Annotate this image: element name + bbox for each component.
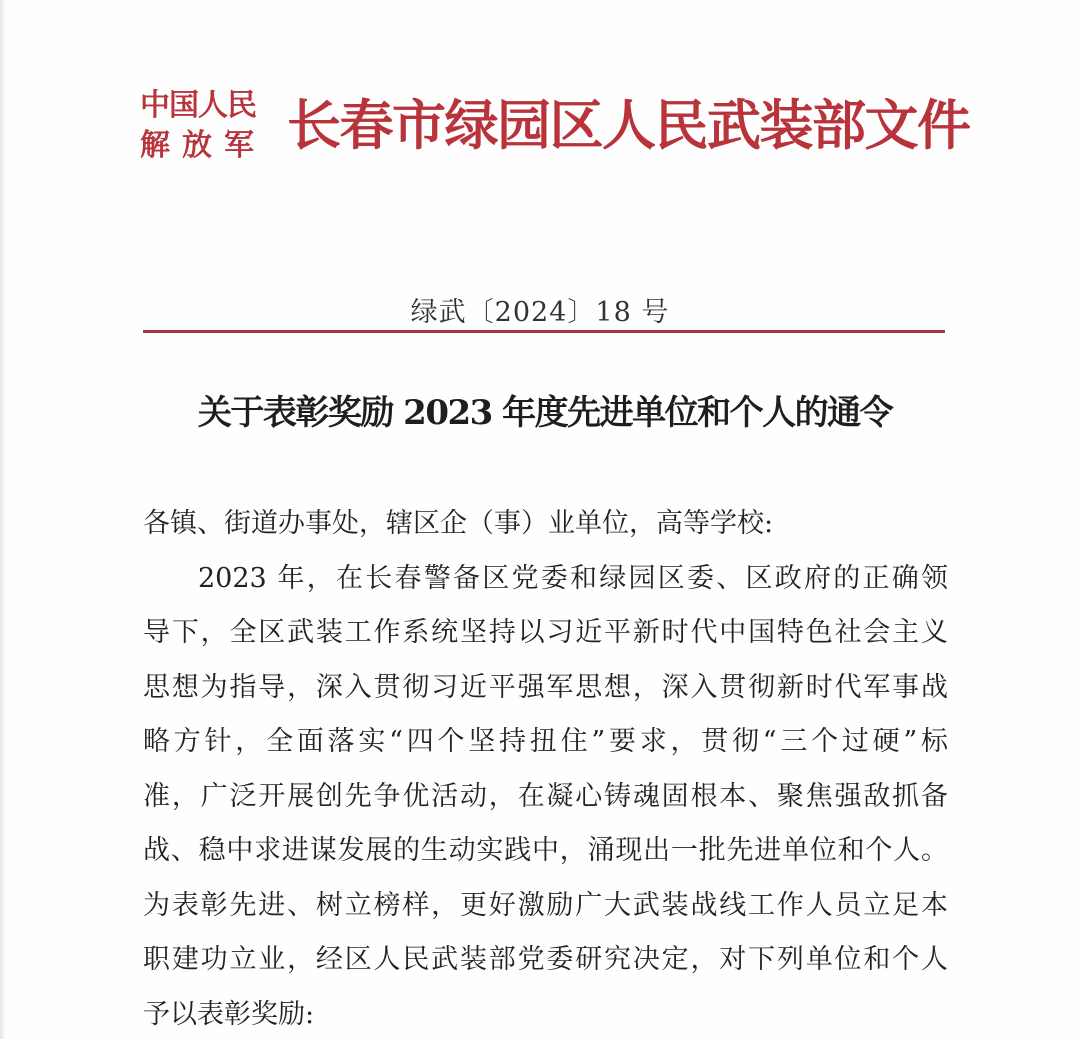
masthead-issuer-small bbox=[140, 86, 280, 166]
body-line: 思想为指导，深入贯彻习近平强军思想，深入贯彻新时代军事战 bbox=[143, 661, 948, 716]
salutation: 各镇、街道办事处，辖区企（事）业单位，高等学校: bbox=[143, 497, 948, 552]
body-line: 略方针，全面落实“四个坚持扭住”要求，贯彻“三个过硬”标 bbox=[143, 715, 948, 770]
body-line: 为表彰先进、树立榜样，更好激励广大武装战线工作人员立足本 bbox=[143, 879, 948, 934]
body-line: 职建功立业，经区人民武装部党委研究决定，对下列单位和个人 bbox=[143, 933, 948, 988]
body-line: 予以表彰奖励: bbox=[143, 988, 948, 1042]
document-title: 关于表彰奖励 2023 年度先进单位和个人的通令 bbox=[0, 385, 1080, 434]
page-edge-shadow bbox=[0, 0, 6, 1039]
body-line: 战、稳中求进谋发展的生动实践中，涌现出一批先进单位和个人。 bbox=[143, 824, 948, 879]
document-number: 绿武〔2024〕18 号 bbox=[0, 290, 1080, 329]
masthead bbox=[140, 86, 950, 176]
body-line: 导下，全区武装工作系统坚持以习近平新时代中国特色社会主义 bbox=[143, 606, 948, 661]
masthead-small-line-2: 解放军 bbox=[140, 126, 280, 166]
body-line: 2023 年，在长春警备区党委和绿园区委、区政府的正确领 bbox=[143, 552, 948, 607]
body-line: 准，广泛开展创先争优活动，在凝心铸魂固根本、聚焦强敌抓备 bbox=[143, 770, 948, 825]
masthead-small-line-1: 中国人民 bbox=[140, 86, 280, 126]
masthead-issuer-title: 长春市绿园区人民武装部文件 bbox=[287, 90, 970, 160]
red-divider-line bbox=[143, 330, 945, 333]
document-body bbox=[143, 497, 948, 1042]
